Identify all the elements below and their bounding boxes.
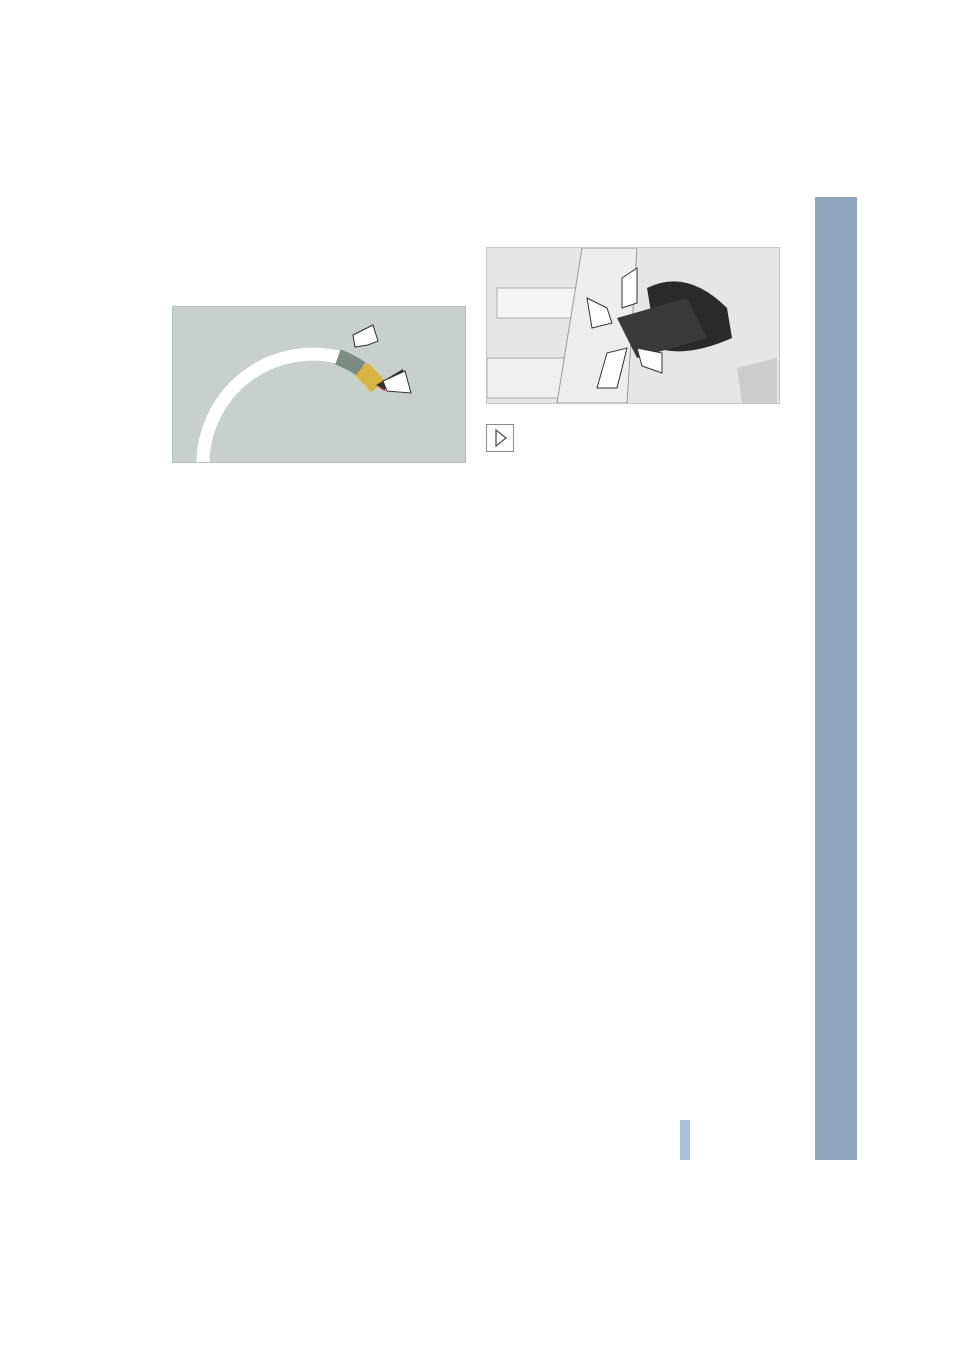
- tachometer-figure: [172, 306, 466, 463]
- callout-1: [353, 325, 378, 347]
- tachometer-illustration: [173, 307, 465, 462]
- callout-2: [383, 371, 411, 393]
- chapter-sidebar: [815, 197, 857, 1160]
- left-column: [172, 231, 466, 519]
- menu-step-1: [486, 422, 780, 440]
- step-3: [172, 473, 466, 491]
- note-icon: [486, 424, 514, 452]
- menu-step-3: [486, 468, 780, 486]
- page-marker: [680, 1120, 690, 1160]
- step-4: [172, 496, 466, 514]
- right-column: [486, 231, 780, 514]
- step-2: [172, 272, 466, 290]
- menu-step-2: [486, 445, 780, 463]
- steering-lever-illustration: [487, 248, 779, 403]
- lever-figure: [486, 247, 780, 404]
- menu-step-4: [486, 491, 780, 509]
- step-1: [172, 249, 466, 267]
